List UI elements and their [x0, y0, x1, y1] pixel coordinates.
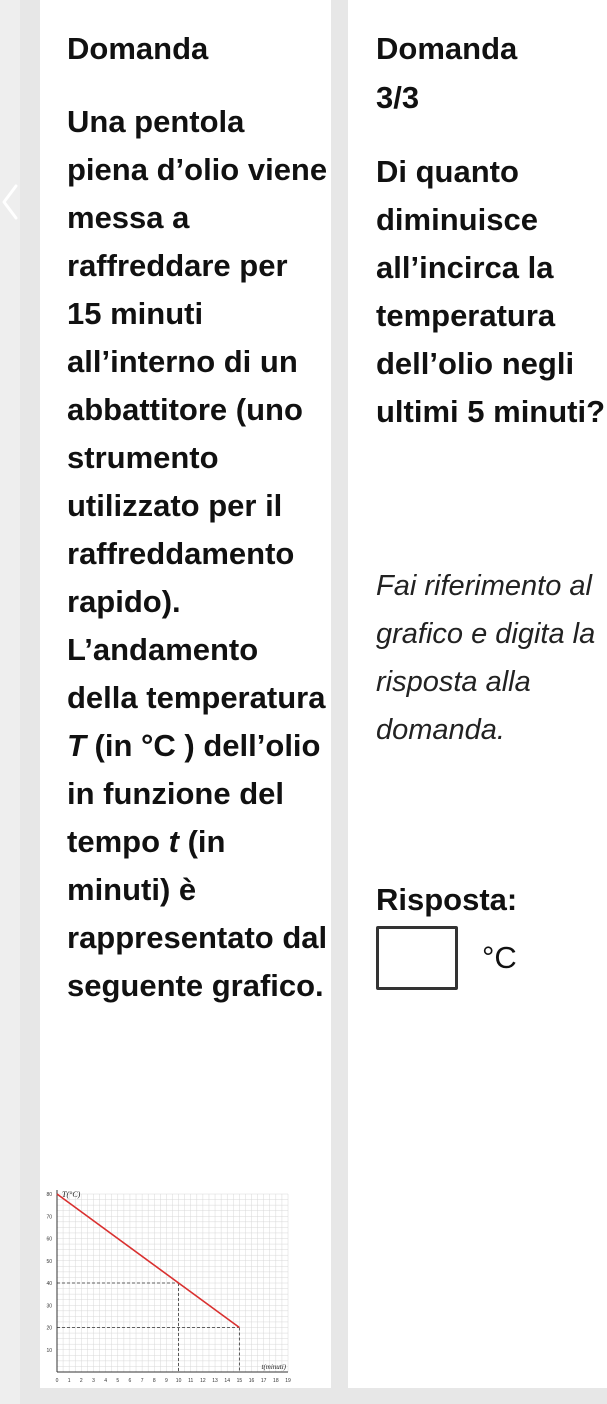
x-tick-label: 14 — [224, 1378, 230, 1384]
x-tick-label: 0 — [55, 1378, 59, 1384]
y-tick-label: 80 — [46, 1192, 52, 1198]
variable-T: T — [67, 728, 86, 763]
x-tick-label: 16 — [248, 1378, 255, 1384]
y-tick-label: 10 — [46, 1347, 52, 1354]
x-tick-label: 19 — [285, 1378, 291, 1384]
x-tick-label: 3 — [92, 1378, 95, 1384]
unit-label: °C — [482, 940, 517, 975]
y-tick-label: 40 — [46, 1281, 52, 1287]
variable-t: t — [168, 824, 179, 859]
y-tick-label: 20 — [46, 1325, 52, 1332]
x-tick-label: 12 — [200, 1378, 206, 1384]
y-tick-label: 30 — [46, 1303, 52, 1310]
temperature-chart-svg — [40, 1186, 300, 1386]
problem-statement: Una pentola piena d’olio viene messa a raffreddare per 15 minuti all’interno di un abbattitore (uno strumento utilizzato per il raffreddamento rapido). L’andamento della temperatura T (in °C ) dell’olio in funzione del tempo t (in minuti) è rappresentato dal seguente grafico. — [67, 104, 328, 1003]
x-tick-label: 5 — [116, 1378, 120, 1384]
y-tick-label: 70 — [46, 1214, 52, 1221]
x-tick-label: 15 — [236, 1378, 243, 1384]
x-tick-label: 9 — [165, 1378, 168, 1384]
chevron-left-icon[interactable] — [0, 182, 22, 222]
x-tick-label: 8 — [152, 1378, 156, 1384]
y-tick-label: 60 — [46, 1236, 52, 1243]
x-tick-label: 2 — [79, 1378, 83, 1384]
x-tick-label: 17 — [260, 1378, 267, 1384]
x-tick-label: 13 — [212, 1378, 218, 1384]
y-axis-label: T(°C) — [62, 1190, 81, 1199]
question-counter: 3/3 — [376, 80, 420, 115]
question-text: Di quanto diminuisce all’incirca la temperatura dell’olio negli ultimi 5 minuti? — [376, 154, 606, 429]
y-tick-label: 50 — [46, 1258, 52, 1265]
x-tick-label: 18 — [273, 1378, 279, 1384]
answer-label: Risposta: — [376, 882, 518, 917]
instruction-text: Fai riferimento al grafico e digita la risposta alla domanda. — [376, 570, 596, 746]
question-card — [348, 0, 607, 1388]
x-tick-label: 4 — [104, 1378, 108, 1384]
card-title: Domanda — [376, 31, 518, 66]
card-title: Domanda — [67, 31, 209, 66]
x-tick-label: 7 — [140, 1378, 144, 1384]
answer-input[interactable] — [376, 926, 458, 990]
x-tick-label: 1 — [67, 1378, 71, 1384]
x-axis-label: t(minuti) — [261, 1363, 286, 1371]
x-tick-label: 10 — [175, 1378, 182, 1384]
temperature-chart — [40, 1186, 300, 1386]
x-tick-label: 11 — [188, 1378, 194, 1384]
question-card-context — [40, 0, 331, 1388]
x-tick-label: 6 — [128, 1378, 132, 1384]
